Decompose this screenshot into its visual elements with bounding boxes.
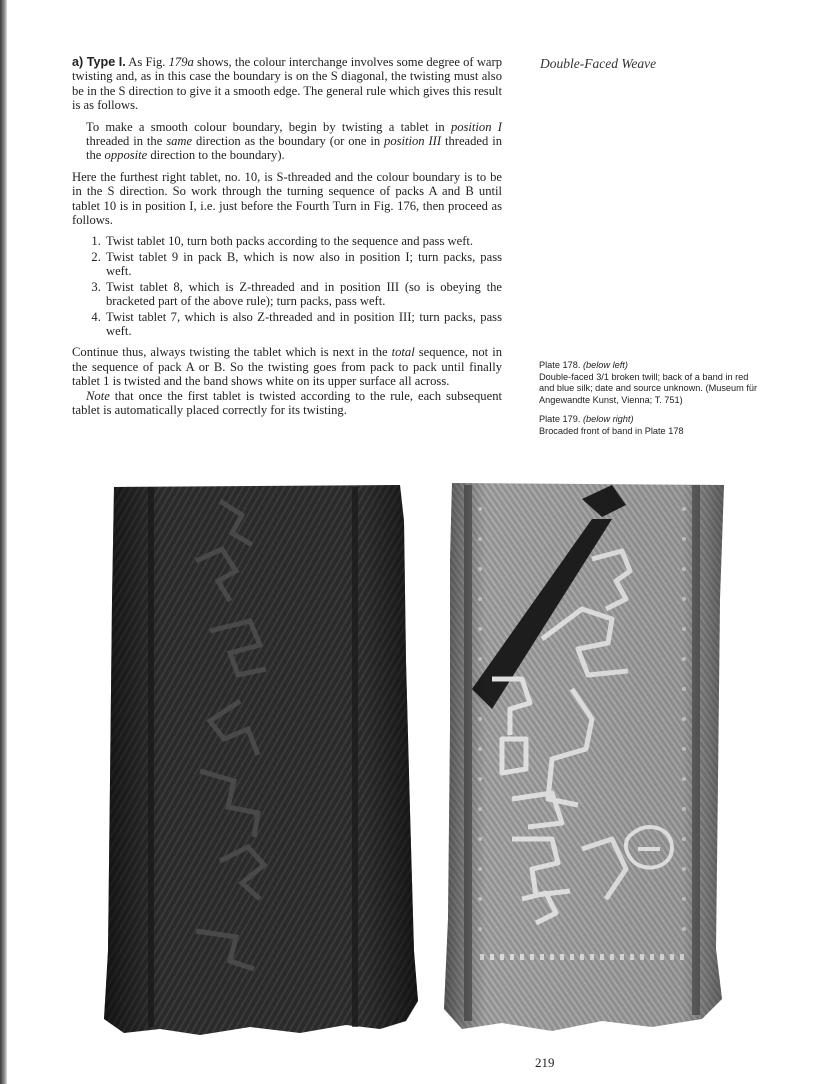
caption-plate-179: Plate 179. (below right) Brocaded front of band in Plate 178 xyxy=(539,414,684,436)
step-list xyxy=(72,234,502,338)
page-number: 219 xyxy=(535,1055,555,1070)
running-head: Double-Faced Weave xyxy=(540,56,657,71)
rule-callout: To make a smooth colour boundary, begin by twisting a tablet in position I threaded in the same direction as the boundary (or one in position III threaded in the opposite direction to the boundary). xyxy=(86,119,502,163)
paragraph-procedure: Here the furthest right tablet, no. 10, is S-threaded and the colour boundary is to be in the S direction. So work through the turning sequence of packs A and B until tablet 10 is in position I, i.e. just before the Fourth Turn in Fig. 176, then proceed as follows. xyxy=(72,169,502,228)
list-item: 1. Twist tablet 10, turn both packs according to the sequence and pass weft. xyxy=(104,234,502,248)
list-item: 2. Twist tablet 9 in pack B, which is now also in position I; turn packs, pass weft. xyxy=(104,250,502,279)
plate-178-photo xyxy=(100,481,422,1041)
paragraph-note: Note that once the first tablet is twisted according to the rule, each subsequent tablet is automatically placed correctly for its twisting. xyxy=(72,388,502,417)
paragraph-type-1: a) Type I. As Fig. 179a shows, the colour interchange involves some degree of warp twisting and, as in this case the boundary is on the S diagonal, the twisting must also be in the S direction to give it a smooth edge. The general rule which gives this result is as follows. xyxy=(72,55,502,113)
dark-band-image xyxy=(100,481,422,1041)
list-item: 3. Twist tablet 8, which is Z-threaded and in position III (so is obeying the bracketed part of the above rule); turn packs, pass weft. xyxy=(104,280,502,309)
book-binding-edge xyxy=(0,0,7,1084)
section-lead: a) Type I. xyxy=(72,55,126,69)
plate-179-photo xyxy=(432,479,732,1045)
brocaded-band-image xyxy=(432,479,732,1045)
list-item: 4. Twist tablet 7, which is also Z-threaded and in position III; turn packs, pass weft. xyxy=(104,310,502,339)
paragraph-continue: Continue thus, always twisting the tablet which is next in the total sequence, not in the sequence of pack A or B. So the twisting goes from pack to pack until finally tablet 1 is twisted and the band shows white on its upper surface all across. xyxy=(72,345,502,389)
body-text xyxy=(72,55,502,424)
caption-plate-178: Plate 178. (below left) Double-faced 3/1 broken twill; back of a band in red and blue silk; date and source unknown. (Museum für Angewandte Kunst, Vienna; T. 751) xyxy=(539,360,758,405)
plate-captions xyxy=(539,360,759,446)
